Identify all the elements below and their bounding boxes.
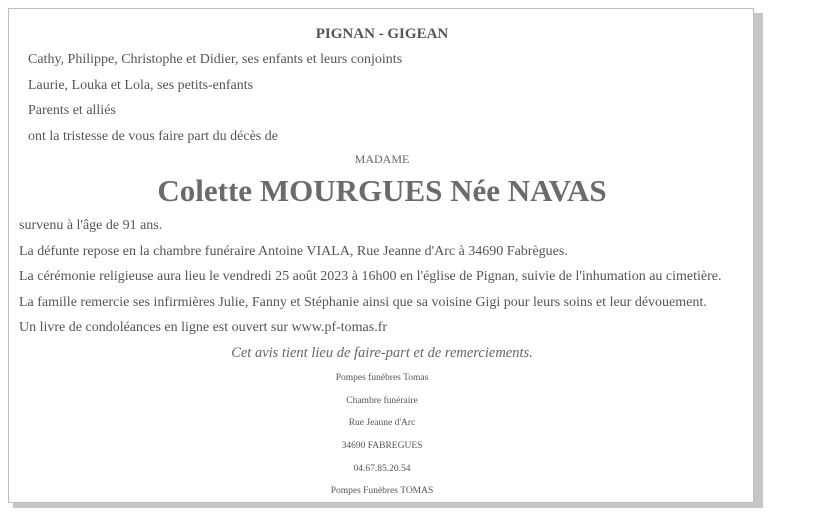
footer-chamber: Chambre funéraire	[346, 396, 418, 406]
deceased-name: Colette MOURGUES Née NAVAS	[157, 173, 607, 208]
detail-age: survenu à l'âge de 91 ans.	[19, 218, 163, 233]
footer-city: 34690 FABREGUES	[341, 441, 423, 451]
detail-resting-place: La défunte repose en la chambre funéraire Antoine VIALA, Rue Jeanne d'Arc à 34690 Fabrègues.	[19, 244, 568, 259]
family-line-grandchildren: Laurie, Louka et Lola, ses petits-enfants	[28, 78, 254, 93]
honorific: MADAME	[354, 152, 410, 166]
footer-company: Pompes funèbres Tomas	[335, 373, 429, 383]
family-line-children: Cathy, Philippe, Christophe et Didier, ses enfants et leurs conjoints	[28, 52, 403, 67]
footer-street: Rue Jeanne d'Arc	[348, 418, 416, 428]
family-line-announcement: ont la tristesse de vous faire part du décès de	[28, 129, 278, 144]
obituary-notice	[8, 8, 754, 503]
detail-condolences: Un livre de condoléances en ligne est ouvert sur www.pf-tomas.fr	[19, 320, 388, 335]
family-line-relatives: Parents et alliés	[28, 103, 116, 118]
notice-title: PIGNAN - GIGEAN	[315, 26, 449, 42]
footer-signature: Pompes Funèbres TOMAS	[330, 486, 434, 496]
closing-note: Cet avis tient lieu de faire-part et de remerciements.	[231, 345, 533, 361]
footer-phone: 04.67.85.20.54	[353, 464, 411, 474]
detail-thanks: La famille remercie ses infirmières Julie, Fanny et Stéphanie ainsi que sa voisine Gigi pour leurs soins et leur dévouement.	[19, 295, 707, 310]
detail-ceremony: La cérémonie religieuse aura lieu le vendredi 25 août 2023 à 16h00 en l'église de Pignan, suivie de l'inhumation au cimetière.	[19, 269, 722, 284]
